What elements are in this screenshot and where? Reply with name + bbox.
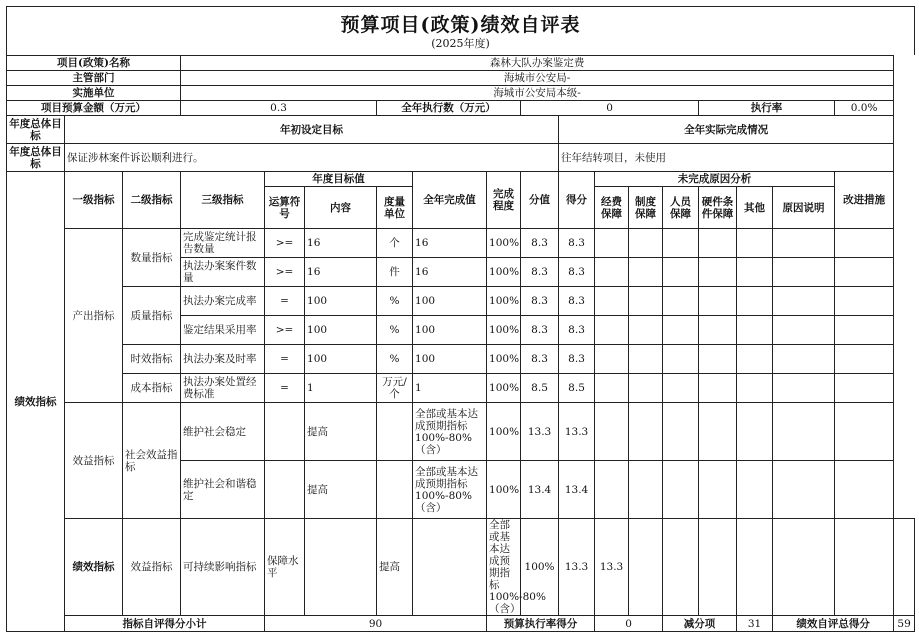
budget-label: 项目预算金额（万元） <box>7 101 181 116</box>
group-output: 产出指标 <box>65 229 123 403</box>
row-actual: 全部或基本达成预期指标100%-80%（含） <box>413 461 487 519</box>
row-unit: 个 <box>377 229 413 258</box>
unit-header: 度量单位 <box>377 187 413 229</box>
row-content: 100 <box>305 345 377 374</box>
unit-value: 海城市公安局本级- <box>181 86 894 101</box>
row-op: = <box>265 287 305 316</box>
dept-label: 主管部门 <box>7 71 181 86</box>
row-op: >= <box>265 258 305 287</box>
group-quality: 质量指标 <box>123 287 181 345</box>
row-op <box>265 403 305 461</box>
deduct-label: 减分项 <box>663 616 737 632</box>
row-l3: 完成鉴定统计报告数量 <box>181 229 265 258</box>
reason-other-header: 其他 <box>737 187 773 229</box>
page-title: 预算项目(政策)绩效自评表 <box>340 14 581 36</box>
row-score: 8.5 <box>559 374 595 403</box>
row-content: 16 <box>305 229 377 258</box>
operator-header: 运算符号 <box>265 187 305 229</box>
project-name-value: 森林大队办案鉴定费 <box>181 56 894 71</box>
goals-actual-header: 全年实际完成情况 <box>559 116 894 144</box>
row-actual: 全部或基本达成预期指标100%-80%（含） <box>487 519 521 616</box>
indicator-header-row-1 <box>7 172 915 187</box>
reason-staff-header: 人员保障 <box>663 187 699 229</box>
group-benefit-2: 效益指标 <box>123 519 181 616</box>
row-op: >= <box>265 316 305 345</box>
group-timeliness: 时效指标 <box>123 345 181 374</box>
row-score: 13.3 <box>559 403 595 461</box>
row-content: 16 <box>305 258 377 287</box>
row-value: 8.3 <box>521 258 559 287</box>
row-completion: 100% <box>487 345 521 374</box>
row-actual: 100 <box>413 287 487 316</box>
row-l3: 执法办案完成率 <box>181 287 265 316</box>
row-completion: 100% <box>487 316 521 345</box>
table-row <box>7 519 915 616</box>
dept-row <box>7 71 915 86</box>
row-l3: 维护社会和谐稳定 <box>181 461 265 519</box>
reason-system-header: 制度保障 <box>629 187 663 229</box>
row-value: 13.3 <box>521 403 559 461</box>
perf-indicator-label-2: 绩效指标 <box>65 519 123 616</box>
group-sustain: 可持续影响指标 <box>181 519 265 616</box>
row-value: 8.3 <box>521 316 559 345</box>
row-score: 13.4 <box>559 461 595 519</box>
table-row <box>7 287 915 316</box>
budget-score-label: 预算执行率得分 <box>487 616 595 632</box>
dept-value: 海城市公安局- <box>181 71 894 86</box>
completion-header: 完成程度 <box>487 172 521 229</box>
level2-header: 二级指标 <box>123 172 181 229</box>
row-unit: 万元/个 <box>377 374 413 403</box>
project-name-label: 项目(政策)名称 <box>7 56 181 71</box>
project-name-row <box>7 56 915 71</box>
row-unit: 件 <box>377 258 413 287</box>
budget-value: 0.3 <box>181 101 377 116</box>
goals-label-2: 年度总体目标 <box>7 144 65 172</box>
target-group-header: 年度目标值 <box>265 172 413 187</box>
budget-row <box>7 101 915 116</box>
reason-desc-header: 原因说明 <box>773 187 835 229</box>
subtotal-label: 指标自评得分小计 <box>65 616 265 632</box>
group-quantity: 数量指标 <box>123 229 181 287</box>
table-row <box>7 403 915 461</box>
group-benefit: 效益指标 <box>65 403 123 519</box>
row-value: 8.3 <box>521 287 559 316</box>
content-header: 内容 <box>305 187 377 229</box>
row-unit <box>377 403 413 461</box>
row-unit: % <box>377 345 413 374</box>
unit-row <box>7 86 915 101</box>
row-actual: 16 <box>413 229 487 258</box>
row-l3: 维护社会稳定 <box>181 403 265 461</box>
row-content: 提高 <box>305 461 377 519</box>
exec-value: 0 <box>521 101 699 116</box>
row-l3: 执法办案及时率 <box>181 345 265 374</box>
footer-row <box>7 616 915 632</box>
total-value: 59 <box>894 616 915 632</box>
level1-header: 一级指标 <box>65 172 123 229</box>
row-completion: 100% <box>487 461 521 519</box>
subtotal-value: 90 <box>265 616 487 632</box>
row-op: = <box>265 345 305 374</box>
row-completion: 100% <box>487 374 521 403</box>
budget-score-value: 0 <box>595 616 663 632</box>
row-content: 100 <box>305 287 377 316</box>
row-content: 1 <box>305 374 377 403</box>
row-completion: 100% <box>487 403 521 461</box>
exec-label: 全年执行数（万元） <box>377 101 521 116</box>
row-score: 8.3 <box>559 258 595 287</box>
row-op: = <box>265 374 305 403</box>
actual-header: 全年完成值 <box>413 172 487 229</box>
group-social: 社会效益指标 <box>123 403 181 519</box>
evaluation-table <box>6 55 915 632</box>
row-completion: 100% <box>487 258 521 287</box>
goals-label: 年度总体目标 <box>7 116 65 144</box>
row-completion: 100% <box>521 519 559 616</box>
row-score: 8.3 <box>559 345 595 374</box>
row-unit: % <box>377 316 413 345</box>
improve-header: 改进措施 <box>835 172 894 229</box>
score-value-header: 分值 <box>521 172 559 229</box>
row-l3: 执法办案处置经费标准 <box>181 374 265 403</box>
goals-initial-text: 保证涉林案件诉讼顺利进行。 <box>65 144 559 172</box>
row-unit: % <box>377 287 413 316</box>
row-content: 提高 <box>305 403 377 461</box>
row-score: 13.3 <box>595 519 629 616</box>
row-completion: 100% <box>487 229 521 258</box>
row-actual: 全部或基本达成预期指标100%-80%（含） <box>413 403 487 461</box>
row-actual: 16 <box>413 258 487 287</box>
level3-header: 三级指标 <box>181 172 265 229</box>
goals-actual-text: 往年结转项目，未使用 <box>559 144 894 172</box>
row-l3: 鉴定结果采用率 <box>181 316 265 345</box>
table-row <box>7 229 915 258</box>
score-header: 得分 <box>559 172 595 229</box>
row-value: 13.4 <box>521 461 559 519</box>
goals-content-row <box>7 144 915 172</box>
row-op <box>265 461 305 519</box>
perf-indicator-label: 绩效指标 <box>7 172 65 632</box>
goals-header-row <box>7 116 915 144</box>
row-value: 8.5 <box>521 374 559 403</box>
row-score: 8.3 <box>559 229 595 258</box>
row-content: 100 <box>305 316 377 345</box>
reason-group-header: 未完成原因分析 <box>595 172 835 187</box>
reason-funding-header: 经费保障 <box>595 187 629 229</box>
deduct-value: 31 <box>737 616 773 632</box>
row-op: >= <box>265 229 305 258</box>
reason-hardware-header: 硬件条件保障 <box>699 187 737 229</box>
title-box <box>6 6 915 55</box>
goals-initial-header: 年初设定目标 <box>65 116 559 144</box>
page-subtitle: (2025年度) <box>431 37 490 50</box>
group-cost: 成本指标 <box>123 374 181 403</box>
row-score: 8.3 <box>559 316 595 345</box>
row-op <box>305 519 377 616</box>
row-value: 13.3 <box>559 519 595 616</box>
row-value: 8.3 <box>521 229 559 258</box>
row-value: 8.3 <box>521 345 559 374</box>
row-actual: 100 <box>413 316 487 345</box>
evaluation-form <box>6 6 915 632</box>
unit-label: 实施单位 <box>7 86 181 101</box>
row-content: 提高 <box>377 519 413 616</box>
row-unit <box>377 461 413 519</box>
row-l3: 执法办案案件数量 <box>181 258 265 287</box>
row-completion: 100% <box>487 287 521 316</box>
rate-label: 执行率 <box>699 101 835 116</box>
table-row <box>7 374 915 403</box>
row-actual: 1 <box>413 374 487 403</box>
rate-value: 0.0% <box>835 101 894 116</box>
row-score: 8.3 <box>559 287 595 316</box>
row-l3: 保障水平 <box>265 519 305 616</box>
row-actual: 100 <box>413 345 487 374</box>
table-row <box>7 345 915 374</box>
row-unit <box>413 519 487 616</box>
total-label: 绩效自评总得分 <box>773 616 894 632</box>
